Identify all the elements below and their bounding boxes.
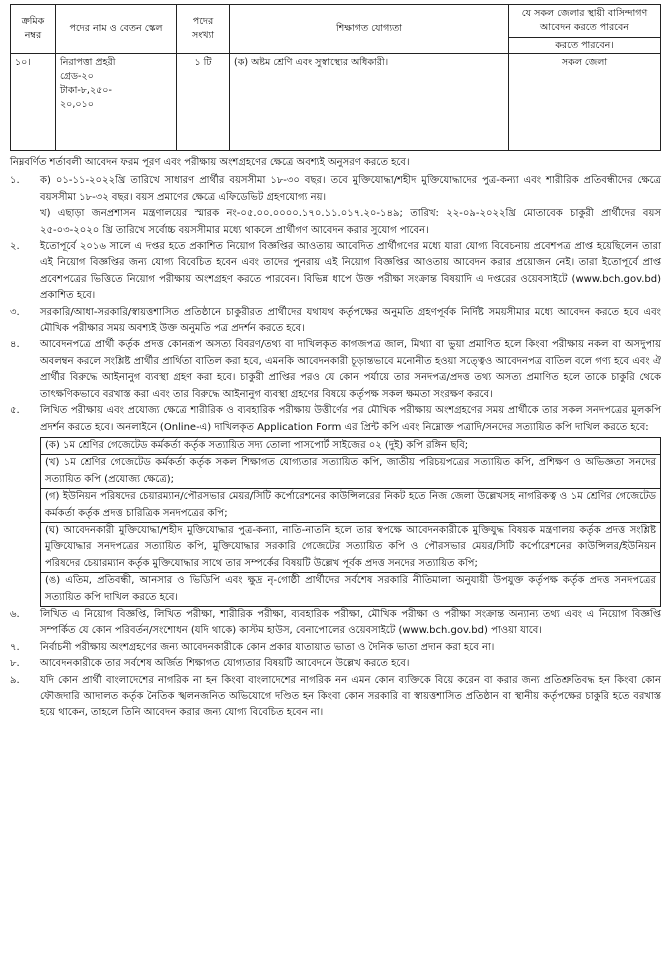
cell-count <box>177 54 230 151</box>
condition-item-1 <box>10 173 661 239</box>
header-districts-text: যে সকল জেলার স্থায়ী বাসিন্দাগণ আবেদন করতে পারবেন <box>521 8 648 33</box>
condition-item-7 <box>10 640 661 656</box>
cell-serial <box>11 54 56 151</box>
header-serial: ক্রমিক নম্বর <box>11 5 56 54</box>
condition-text: আবেদনকারীকে তার সর্বশেষ অর্জিত শিক্ষাগত যোগ্যতার বিষয়টি আবেদনে উল্লেখ করতে হবে। <box>40 658 410 670</box>
condition-number: ৭. <box>10 641 20 653</box>
condition-number: ৯. <box>10 674 20 686</box>
condition-item-8 <box>10 656 661 672</box>
condition-number: ৬. <box>10 608 20 620</box>
document-list-item: (ঘ) আবেদনকারী মুক্তিযোদ্ধা/শহীদ মুক্তিযোদ্ধার পুত্র-কন্যা, নাতি-নাতনি হলে তার স্বপক্ষে আবেদনকারীকে মুক্তিযুদ্ধ বিষয়ক মন্ত্রণালয় কর্তৃক প্রদত্ত সংশ্লিষ্ট মুক্তিযোদ্ধার সনদপত্রের সত্যায়িত কপি, মুক্তিযোদ্ধার সরকারি গেজেটের সত্যায়িত কপি ও পৌরসভার মেয়র/সিটি কর্পোরেশনের কাউন্সিলর/ইউনিয়ন পরিষদের চেয়ারম্যান কর্তৃক মুক্তিযোদ্ধার সাথে তার সম্পর্কের বিষয়টি উল্লেখ পূর্বক প্রদত্ত সনদের সত্যায়িত কপি; <box>41 523 660 573</box>
cell-post-name <box>56 54 177 151</box>
document-list-item: (খ) ১ম শ্রেণির গেজেটেড কর্মকর্তা কর্তৃক সকল শিক্ষাগত যোগ্যতার সত্যায়িত কপি, জাতীয় পরিচয়পত্রের সত্যায়িত কপি, প্রশিক্ষণ ও অভিজ্ঞতা সনদের সত্যায়িত কপি (প্রযোজ্য ক্ষেত্রে); <box>41 455 660 489</box>
document-list <box>40 437 661 607</box>
condition-item-9 <box>10 673 661 722</box>
row-pay-end: ২০,০১০ <box>60 99 94 110</box>
condition-text: আবেদনপত্রে প্রার্থী কর্তৃক প্রদত্ত কোনরূপ অসত্য বিবরণ/তথ্য বা দাখিলকৃত কাগজপত্র জাল, মিথ্যা বা ভুয়া প্রমাণিত হলে কিংবা পরীক্ষায় নকল বা অসদুপায় অবলম্বন করলে সংশ্লিষ্ট প্রার্থীর প্রার্থিতা বাতিল করা হবে, এমনকি আবেদনকারী চূড়ান্তভাবে মনোনীত হওয়া সত্ত্বেও আবেদনপত্র বাতিল বলে গণ্য হবে এবং ঐ প্রার্থীর বিরুদ্ধে আইনানুগ ব্যবস্থা গ্রহণ করা হবে। চাকুরী প্রাপ্তির পরও যে কোন পর্যায়ে তার সনদপত্র/প্রদত্ত তথ্য অসত্য প্রমাণিত হলে তাকে চাকুরি থেকে তাৎক্ষণিকভাবে বরখাস্ত করা এবং তার বিরুদ্ধে আইনানুগ ব্যবস্থা গ্রহণের বিষয়ে কর্তৃপক্ষ সকল ক্ষমতা সংরক্ষণ করবে। <box>40 339 661 400</box>
row-serial: ১০। <box>15 57 31 68</box>
condition-item-3 <box>10 305 661 338</box>
document-list-item: (ঙ) এতিম, প্রতিবন্ধী, আনসার ও ভিডিপি এবং ক্ষুদ্র নৃ-গোষ্ঠী প্রার্থীদের সর্বশেষ সরকারি নীতিমালা অনুযায়ী উপযুক্ত কর্তৃপক্ষ কর্তৃক প্রদত্ত সনদপত্রের সত্যায়িত কপি দাখিল করতে হবে। <box>45 575 656 603</box>
table-row <box>11 54 661 151</box>
condition-text: লিখিত এ নিয়োগ বিজ্ঞপ্তি, লিখিত পরীক্ষা, শারীরিক পরীক্ষা, ব্যবহারিক পরীক্ষা, মৌখিক পরীক্ষা ও পরীক্ষা সংক্রান্ত অন্যান্য তথ্য এবং এ নিয়োগ বিজ্ঞপ্তি সম্পর্কিত যে কোন পরিবর্তন/সংশোধন (যদি থাকে) কাস্টম হাউস, বেনাপোলের ওয়েবসাইটে (www.bch.gov.bd) পাওয়া যাবে। <box>40 608 661 637</box>
condition-item-4 <box>10 337 661 403</box>
condition-number: ৩. <box>10 306 20 318</box>
header-qualification: শিক্ষাগত যোগ্যতা <box>230 5 509 54</box>
header-districts <box>509 5 661 54</box>
condition-text: ক) ০১-১১-২০২২খ্রি তারিখে সাধারণ প্রার্থীর বয়সসীমা ১৮-৩০ বছর। তবে মুক্তিযোদ্ধা/শহীদ মুক্তিযোদ্ধাদের পুত্র-কন্যা এবং শারীরিক প্রতিবন্ধীদের ক্ষেত্রে বয়সসীমা ১৮-৩২ বছর। বয়স প্রমাণের ক্ষেত্রে এফিডেভিট গ্রহণযোগ্য নয়। <box>40 175 661 203</box>
document-list-item: (গ) ইউনিয়ন পরিষদের চেয়ারম্যান/পৌরসভার মেয়র/সিটি কর্পোরেশনের কাউন্সিলরের নিকট হতে নিজ জেলা উল্লেখসহ নাগরিকত্ব ও ১ম শ্রেণির গেজেটেড কর্মকর্তা কর্তৃক প্রদত্ত চারিত্রিক সনদপত্রের কপি; <box>41 489 660 523</box>
row-pay: টাকা-৮,২৫০- <box>60 85 112 96</box>
condition-text: নির্বাচনী পরীক্ষায় অংশগ্রহণের জন্য আবেদনকারীকে কোন প্রকার যাতায়াত ভাতা ও দৈনিক ভাতা প্রদান করা হবে না। <box>40 641 495 653</box>
condition-number: ২. <box>10 241 20 253</box>
cell-qualification <box>230 54 509 151</box>
condition-number: ৪. <box>10 339 20 351</box>
header-districts-note: করতে পারবেন। <box>509 37 661 53</box>
condition-text: যদি কোন প্রার্থী বাংলাদেশের নাগরিক না হন কিংবা বাংলাদেশের নাগরিক নন এমন কোন ব্যক্তিকে বিয়ে করেন বা করার জন্য প্রতিশ্রুতিবদ্ধ হন কিংবা কোন ফৌজদারি আদালত কর্তৃক নৈতিক স্খলনজনিত অভিযোগে দণ্ডিত হন কিংবা কোন সরকারি বা স্বায়ত্তশাসিত প্রতিষ্ঠান বা স্থানীয় কর্তৃপক্ষের চাকুরি হতে বরখাস্ত হয়ে থাকেন, তাহলে তিনি আবেদন করার জন্য যোগ্য বিবেচিত হবেন না। <box>40 674 661 719</box>
condition-number: ৫. <box>10 405 20 417</box>
row-districts: সকল জেলা <box>561 57 608 68</box>
condition-number: ১. <box>10 175 20 187</box>
vacancy-table <box>10 4 661 151</box>
row-post-name: নিরাপত্তা প্রহরী <box>60 57 116 68</box>
conditions-section <box>10 155 661 722</box>
cell-districts <box>509 54 661 151</box>
condition-text: ইতোপূর্বে ২০১৬ সালে এ দপ্তর হতে প্রকাশিত নিয়োগ বিজ্ঞপ্তির আওতায় আবেদিত প্রার্থীগণের মধ্যে যারা যোগ্য বিবেচনায় প্রবেশপত্র প্রাপ্ত হয়েছিলেন তারা এই নিয়োগ বিজ্ঞপ্তির জন্য যোগ্য বিবেচিত হবেন এবং তাদের পুনরায় এই নিয়োগ বিজ্ঞপ্তির আওতায় আবেদন করার প্রয়োজন নেই। তারা ইতোপূর্বে প্রাপ্ত প্রবেশপত্রের ভিত্তিতে নিয়োগ পরীক্ষায় অংশগ্রহণ করতে পারবেন। বিভিন্ন ধাপে উক্ত পরীক্ষা সংক্রান্ত বিষয়াদি এ দপ্তরের ওয়েবসাইটে (www.bch.gov.bd) প্রকাশিত হবে। <box>40 241 661 302</box>
condition-item-6 <box>10 607 661 640</box>
document-list-item: (ক) ১ম শ্রেণির গেজেটেড কর্মকর্তা কর্তৃক সত্যায়িত সদ্য তোলা পাসপোর্ট সাইজের ০২ (দুই) কপি রঙ্গিন ছবি; <box>41 438 660 455</box>
row-qualification: (ক) অষ্টম শ্রেণি এবং সুস্বাস্থ্যের অধিকারী। <box>234 57 389 68</box>
condition-item-2 <box>10 239 661 305</box>
row-count: ১ টি <box>194 57 212 68</box>
condition-text: সরকারি/আধা-সরকারি/স্বায়ত্তশাসিত প্রতিষ্ঠানে চাকুরীরত প্রার্থীদের যথাযথ কর্তৃপক্ষের অনুমতি গ্রহণপূর্বক নির্দিষ্ট সময়সীমার মধ্যে আবেদন করতে হবে এবং মৌখিক পরীক্ষার সময় অবশ্যই উক্ত অনুমতি পত্র প্রদর্শন করতে হবে। <box>40 306 661 335</box>
header-post-count: পদের সংখ্যা <box>177 5 230 54</box>
header-post-name: পদের নাম ও বেতন স্কেল <box>56 5 177 54</box>
row-grade: গ্রেড-২০ <box>60 71 94 82</box>
condition-text: লিখিত পরীক্ষায় এবং প্রযোজ্য ক্ষেত্রে শারীরিক ও ব্যবহারিক পরীক্ষায় উত্তীর্ণের পর মৌখিক পরীক্ষায় অংশগ্রহণের সময় প্রার্থীকে তার সকল সনদপত্রের মূলকপি প্রদর্শন করতে হবে। অনলাইনে (Online-এ) দাখিলকৃত Application Form এর প্রিন্ট কপি এবং নিম্নোক্ত পত্রাদি/সনদের সত্যায়িত কপি দাখিল করতে হবে: <box>40 405 661 433</box>
condition-item-5 <box>10 403 661 607</box>
table-header-row <box>11 5 661 54</box>
condition-number: ৮. <box>10 658 20 670</box>
conditions-intro: নিম্নবর্ণিত শর্তাবলী আবেদন ফরম পূরণ এবং পরীক্ষায় অংশগ্রহণের ক্ষেত্রে অবশ্যই অনুসরণ করতে হবে। <box>10 157 410 168</box>
condition-text: খ) এছাড়া জনপ্রশাসন মন্ত্রণালয়ের স্মারক নং-০৫.০০.০০০০.১৭০.১১.০১৭.২০-১৪৯; তারিখ: ২২-০৯-২০২২খ্রি মোতাবেক চাকুরী প্রার্থীদের বয়স ২৫-০৩-২০২০ খ্রি তারিখে সর্বোচ্চ বয়সসীমার মধ্যে থাকলে প্রার্থীগণ আবেদন করার সুযোগ পাবেন। <box>40 208 661 236</box>
